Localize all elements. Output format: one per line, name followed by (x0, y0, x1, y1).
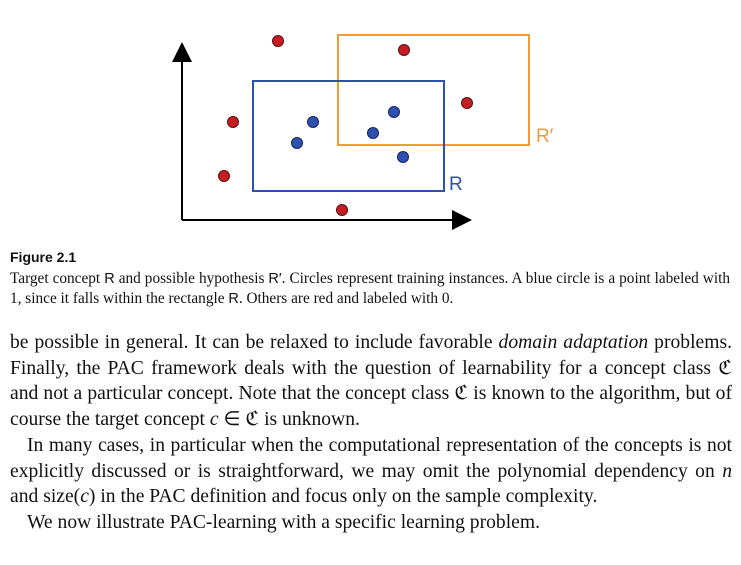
point-red (219, 171, 230, 182)
text-seg: and not a particular concept. Note that the concept class (10, 383, 455, 405)
math-in: ∈ (218, 409, 246, 431)
text-seg: and size( (10, 486, 81, 508)
concept-class-symbol: ℭ (718, 357, 732, 379)
rect-r-prime-label: R′ (536, 126, 554, 147)
caption-seg: and possible hypothesis (114, 270, 269, 287)
rect-r-prime (338, 35, 529, 145)
paragraph-3: We now illustrate PAC-learning with a specific learning problem. (27, 511, 540, 533)
figure-caption (10, 248, 730, 309)
math-var-n: n (722, 460, 732, 482)
point-blue (292, 138, 303, 149)
emphasis-domain-adaptation: domain adaptation (498, 332, 649, 353)
rect-r (253, 81, 444, 191)
caption-title: Figure 2.1 (10, 249, 77, 265)
point-red (273, 36, 284, 47)
text-seg: be possible in general. It can be relaxed to include favorable (10, 332, 499, 353)
point-blue (308, 117, 319, 128)
concept-class-symbol: ℭ (245, 409, 260, 431)
paragraph-2 (10, 433, 732, 510)
paragraph-1 (10, 330, 732, 433)
caption-seg: Target concept (10, 270, 105, 287)
caption-text (10, 269, 730, 309)
text-seg: is unknown. (259, 409, 360, 431)
caption-symbol-r: R (104, 271, 115, 287)
body-text (10, 330, 732, 536)
caption-symbol-r-prime: R′ (268, 271, 282, 287)
math-var-c: c (80, 486, 89, 508)
point-red (462, 98, 473, 109)
caption-seg: . Others are red and labeled with 0. (238, 290, 454, 307)
text-seg: problems. Finally, the PAC framework deals with the question of learnability for a concept class (10, 332, 733, 379)
text-seg: In many cases, in particular when the computational representation of the concepts is not explicitly discussed or is straightforward, we may omit the polynomial dependency on (10, 434, 732, 482)
point-blue (398, 152, 409, 163)
point-red (399, 45, 410, 56)
caption-symbol-r: R (228, 291, 239, 307)
rect-r-label: R (449, 174, 463, 195)
point-blue (389, 107, 400, 118)
caption-seg: . Circles represent training instances. A blue circle is a point labeled with 1, since it falls within the rectangle (10, 270, 730, 307)
text-seg: ) in the PAC definition and focus only on the sample complexity. (88, 486, 598, 508)
point-red (228, 117, 239, 128)
text-seg: is known to the algorithm, but of course the target concept (10, 383, 732, 431)
figure-2-1 (0, 0, 741, 245)
point-red (337, 205, 348, 216)
figure-svg (0, 0, 741, 245)
concept-class-symbol: ℭ (454, 383, 469, 405)
point-blue (368, 128, 379, 139)
math-var-c: c (209, 409, 219, 431)
